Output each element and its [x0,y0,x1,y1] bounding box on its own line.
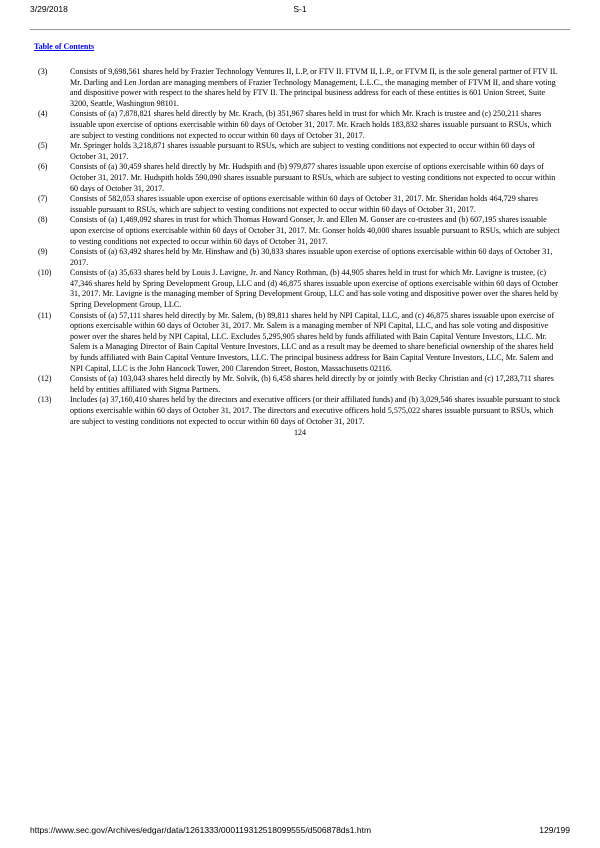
header-divider [30,29,570,30]
footnote [38,311,562,375]
footnote-text: Mr. Springer holds 3,218,871 shares issuable pursuant to RSUs, which are subject to vesting conditions not expected to occur within 60 days of October 31, 2017. [70,141,535,161]
footnote-number: (3) [38,67,48,76]
footnote-text: Consists of (a) 30,459 shares held directly by Mr. Hudspith and (b) 979,877 shares issuable upon exercise of options exercisable within 60 days of October 31, 2017. Mr. Hudspith holds 590,090 shares issuable pursuant to RSUs, which are subject to vesting conditions not expected to occur within 60 days of October 31, 2017. [70,162,556,193]
footnote [38,141,562,162]
footnote-number: (9) [38,247,48,257]
footnote-text: Consists of (a) 35,633 shares held by Louis J. Lavigne, Jr. and Nancy Rothman, (b) 44,905 shares held in trust for which Mr. Lavigne is trustee, (c) 47,346 shares held by Spring Development Group, LLC and (d) 46,875 shares issuable upon exercise of options exercisable within 60 days of October 31, 2017. Mr. Lavigne is the managing member of Spring Development Group, LLC and has sole voting and dispositive power over the shares held by Spring Development Group, LLC. [70,268,559,310]
footnote-number: (7) [38,194,48,204]
footnote [38,268,562,310]
document-id: S-1 [293,4,307,14]
footnote-number: (8) [38,215,48,225]
page-number: 124 [294,428,306,437]
footnote-number: (11) [38,310,52,320]
footnote-number: (5) [38,141,48,151]
footnote-text: Consists of (a) 103,043 shares held directly by Mr. Solvik, (b) 6,458 shares held directly by or jointly with Becky Christian and (c) 17,283,711 shares held by entities affiliated with Sigma Partners. [70,374,554,394]
footer-url: https://www.sec.gov/Archives/edgar/data/1261333/000119312518099555/d506878ds1.htm [30,825,372,835]
footnote-text: Consists of (a) 1,469,092 shares in trust for which Thomas Howard Gonser, Jr. and Ellen M. Gonser are co-trustees and (b) 607,195 shares issuable upon exercise of options exercisable within 60 days of October 31, 2017. Mr. Gonser holds 40,000 shares issuable pursuant to RSUs, which are subject to vesting conditions not expected to occur within 60 days of October 31, 2017. [70,215,560,246]
footnote-text: Consists of (a) 63,492 shares held by Mr. Hinshaw and (b) 30,833 shares issuable upon exercise of options exercisable within 60 days of October 31, 2017. [70,247,553,267]
footnote-number: (10) [38,268,52,278]
footnote [38,162,562,194]
footnote [38,374,562,395]
footnote-number: (13) [38,395,52,405]
table-of-contents-link[interactable]: Table of Contents [34,42,95,51]
footnote-number: (12) [38,374,52,384]
footnote-text: Includes (a) 37,160,410 shares held by the directors and executive officers (or their affiliated funds) and (b) 3,029,546 shares issuable pursuant to stock options exercisable within 60 days of October 31, 2017. The directors and executive officers hold 5,575,022 shares issuable pursuant to RSUs, which are subject to vesting conditions not expected to occur within 60 days of October 31, 2017. [70,395,561,426]
footnotes-list [38,67,562,427]
footnote-text: Consists of (a) 57,111 shares held directly by Mr. Salem, (b) 89,811 shares held by NPI Capital, LLC, and (c) 46,875 shares issuable upon exercise of options exercisable within 60 days of October 31, 2017. Mr. Salem is a managing member of NPI Capital, LLC, and has sole voting and dispositive power over the shares held by NPI Capital, LLC. Excludes 5,295,905 shares held by funds affiliated with Bain Capital Venture Investors, LLC. Mr. Salem is a Managing Director of Bain Capital Venture Investors, LLC and as a result may be deemed to share beneficial ownership of the shares held by funds affiliated with Bain Capital Venture Investors, LLC. The principal business address for Bain Capital Venture Investors, LLC, Mr. Salem and NPI Capital, LLC is the John Hancock Tower, 200 Clarendon Street, Boston, Massachusetts 02116. [70,310,555,373]
footnote-number: (6) [38,162,48,172]
footnote-text: Consists of 582,053 shares issuable upon exercise of options exercisable within 60 days of October 31, 2017. Mr. Sheridan holds 464,729 shares issuable pursuant to RSUs, which are subject to vesting conditions not expected to occur within 60 days of October 31, 2017. [70,194,539,214]
footnote [38,194,562,215]
footnote [38,215,562,247]
footnote-text: Consists of (a) 7,878,821 shares held directly by Mr. Krach, (b) 351,967 shares held in trust for which Mr. Krach is trustee and (c) 250,211 shares issuable upon exercise of options exercisable within 60 days of October 31, 2017. Mr. Krach holds 183,832 shares issuable pursuant to RSUs, which are subject to vesting conditions not expected to occur within 60 days of October 31, 2017. [70,109,552,140]
footnote-text: Consists of 9,698,561 shares held by Frazier Technology Ventures II, L.P, or FTV II. FTVM II, L.P., or FTVM II, is the sole general partner of FTV II. Mr. Darling and Len Jordan are managing members of Frazier Technology Management, L.L.C., the managing member of FTVM II, and share voting and dispositive power with respect to the shares held by FTV II. The principal business address for each of these entities is 601 Union Street, Suite 3200, Seattle, Washington 98101. [70,67,558,108]
footnote [38,395,562,427]
footnote-number: (4) [38,109,48,119]
footnote [38,109,562,141]
footnote [38,247,562,268]
footnote [38,67,562,109]
print-date: 3/29/2018 [30,4,68,14]
footer-page-count: 129/199 [539,825,570,835]
